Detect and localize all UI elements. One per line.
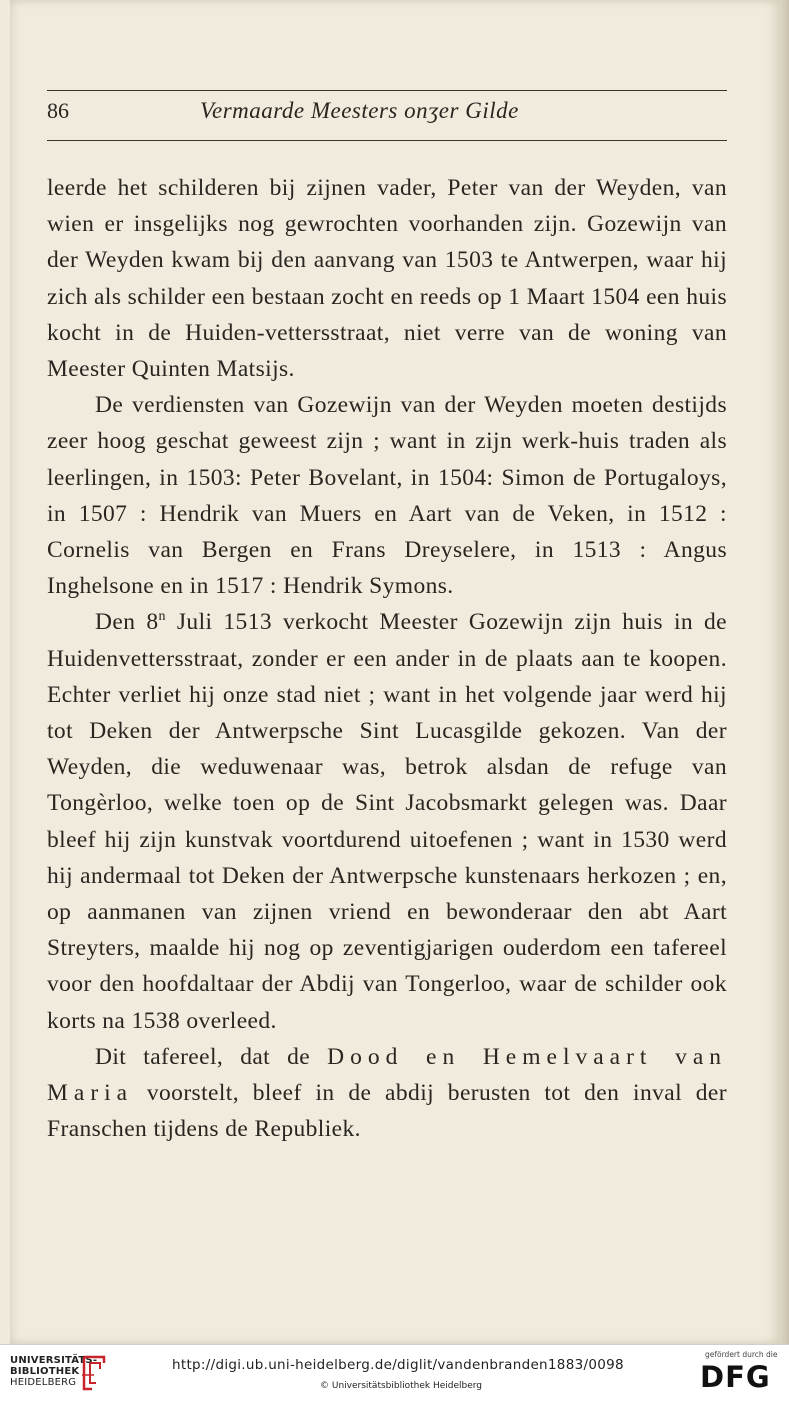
paragraph-1: leerde het schilderen bij zijnen vader, Peter van der Weyden, van wien er insgelijks nog gewrochten voorhanden zijn. Gozewijn van der Weyden kwam bij den aanvang van 1503 te Antwerpen, waar hij zich als schilder een bestaan zocht en reeds op 1 Maart 1504 een huis kocht in de Huiden-vettersstraat, niet verre van de woning van Meester Quinten Matsijs.	[47, 175, 727, 383]
paragraph-4	[47, 1039, 727, 1148]
paragraph-3	[47, 604, 727, 1038]
dfg-logo-icon: DFG	[700, 1360, 771, 1394]
paragraph-3-rest: Juli 1513 verkocht Meester Gozewijn zijn huis in de Huidenvettersstraat, zonder er een ander in de plaats aan te koopen. Echter verliet hij onze stad niet ; want in het volgende jaar werd hij tot Deken der Antwerpsche Sint Lucasgilde gekozen. Van der Weyden, die weduwenaar was, betrok alsdan de refuge van Tongèrloo, welke toen op de Sint Jacobsmarkt gelegen was. Daar bleef hij zijn kunstvak voortdurend uitoefenen ; want in 1530 werd hij andermaal tot Deken der Antwerpsche kunstenaars herkozen ; en, op aanmanen van zijnen vriend en bewonderaar den abt Aart Streyters, maalde hij nog op zeventigjarigen ouderdom een tafereel voor den hoofdaltaar der Abdij van Tongerloo, waar de schilder ook korts na 1538 overleed.	[47, 609, 727, 1034]
page-number: 86	[47, 98, 69, 123]
paragraph-3-start: Den 8	[95, 609, 159, 636]
paragraph-4-start: Dit tafereel, dat de	[95, 1043, 328, 1070]
copyright-notice: © Universitätsbibliothek Heidelberg	[320, 1381, 483, 1391]
library-name-line-1: UNIVERSITÄTS-	[10, 1355, 98, 1366]
running-title: Vermaarde Meesters onʒer Gilde	[200, 98, 519, 123]
library-logo-icon	[80, 1353, 110, 1393]
library-name-line-3: HEIDELBERG	[10, 1377, 77, 1388]
footer-bar	[0, 1344, 789, 1402]
paragraph-2: De verdiensten van Gozewijn van der Weyden moeten destijds zeer hoog geschat geweest zijn ; want in zijn werk-huis traden als leerlingen, in 1503: Peter Bovelant, in 1504: Simon de Portugaloys, in 1507 : Hendrik van Muers en Aart van de Veken, in 1512 : Cornelis van Bergen en Frans Dreyselere, in 1513 : Angus Inghelsone en in 1517 : Hendrik Symons.	[47, 392, 727, 600]
painting-title: Dood en Hemelvaart van Maria	[47, 1043, 728, 1107]
header-rule-bottom	[47, 140, 727, 141]
body-text	[47, 170, 727, 1147]
page-edge	[780, 0, 789, 1344]
sponsor-text: gefördert durch die	[705, 1350, 778, 1359]
paragraph-4-rest: voorstelt, bleef in de abdij berusten tot den inval der Franschen tijdens de Republiek.	[47, 1080, 727, 1143]
ordinal-superscript: n	[158, 609, 166, 625]
library-name-line-2: BIBLIOTHEK	[10, 1366, 80, 1377]
header-rule-top	[47, 90, 727, 91]
document-url-link[interactable]: http://digi.ub.uni-heidelberg.de/diglit/vandenbranden1883/0098	[172, 1357, 624, 1373]
